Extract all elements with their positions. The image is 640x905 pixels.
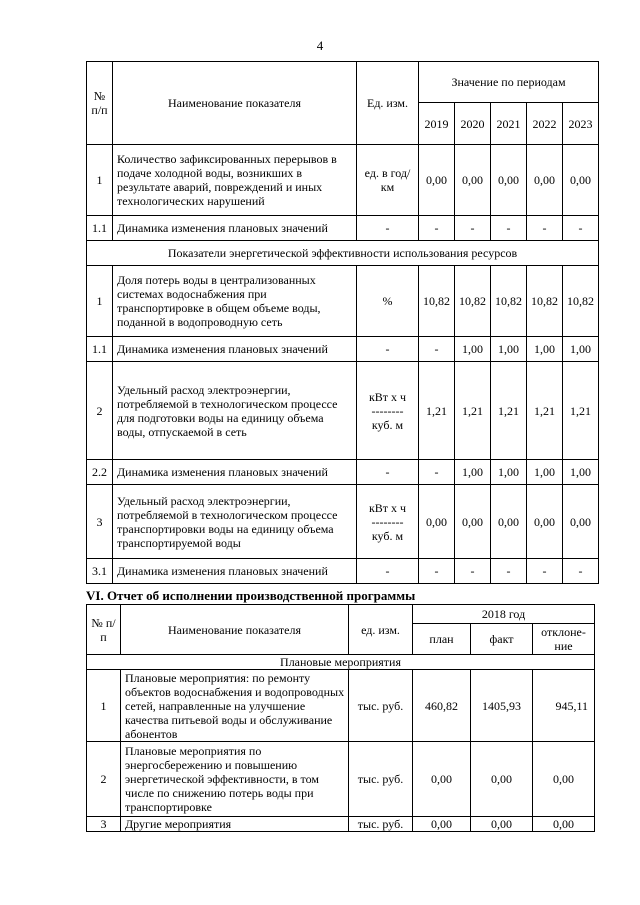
row-num: 3	[87, 817, 121, 832]
table-row	[87, 817, 595, 832]
table-row	[87, 337, 599, 362]
header-plan: план	[413, 624, 471, 655]
row-value: -	[419, 559, 455, 584]
header-unit: Ед. изм.	[357, 62, 419, 145]
row-value: -	[419, 337, 455, 362]
row-num: 1.1	[87, 216, 113, 241]
header-periods: Значение по периодам	[419, 62, 599, 103]
row-fact: 0,00	[471, 742, 533, 817]
row-value: 0,00	[563, 145, 599, 216]
row-unit	[357, 485, 419, 559]
header-year: 2019	[419, 103, 455, 145]
row-unit	[357, 362, 419, 460]
program-report-table	[86, 604, 595, 832]
row-value: 0,00	[491, 485, 527, 559]
row-value: 0,00	[491, 145, 527, 216]
header-name: Наименование показателя	[113, 62, 357, 145]
row-value: 1,00	[527, 460, 563, 485]
row-name: Удельный расход электроэнергии, потребляемой в технологическом процессе транспортировки воды на единицу объема транспортируемой воды	[113, 485, 357, 559]
row-value: -	[419, 460, 455, 485]
header-year: 2018 год	[413, 605, 595, 624]
row-value: 1,00	[491, 460, 527, 485]
row-unit: ед. в год/км	[357, 145, 419, 216]
row-num: 2.2	[87, 460, 113, 485]
unit-denominator: куб. м	[371, 417, 404, 432]
page-number: 4	[316, 38, 324, 53]
row-value: -	[419, 216, 455, 241]
row-name: Доля потерь воды в централизованных системах водоснабжения при транспортировке в общем объеме воды, поданной в водопроводную сеть	[113, 266, 357, 337]
header-year: 2020	[455, 103, 491, 145]
header-unit: ед. изм.	[349, 605, 413, 655]
row-value: 1,21	[419, 362, 455, 460]
table-row	[87, 559, 599, 584]
row-value: 0,00	[455, 145, 491, 216]
row-value: 0,00	[419, 485, 455, 559]
row-value: -	[491, 216, 527, 241]
row-value: 1,00	[527, 337, 563, 362]
row-plan: 0,00	[413, 742, 471, 817]
header-fact: факт	[471, 624, 533, 655]
row-name: Динамика изменения плановых значений	[113, 337, 357, 362]
row-value: -	[563, 216, 599, 241]
row-name: Другие мероприятия	[121, 817, 349, 832]
unit-denominator: куб. м	[371, 528, 404, 543]
row-value: 0,00	[527, 145, 563, 216]
row-name: Количество зафиксированных перерывов в подаче холодной воды, возникших в результате аварий, повреждений и иных технологических нарушений	[113, 145, 357, 216]
row-value: 10,82	[455, 266, 491, 337]
unit-numerator: кВт х ч	[368, 389, 407, 404]
row-value: 1,00	[563, 460, 599, 485]
table-row	[87, 460, 599, 485]
row-value: 10,82	[491, 266, 527, 337]
row-fact: 1405,93	[471, 670, 533, 742]
row-value: 0,00	[563, 485, 599, 559]
row-unit: %	[357, 266, 419, 337]
row-name: Динамика изменения плановых значений	[113, 460, 357, 485]
header-year: 2023	[563, 103, 599, 145]
header-year: 2021	[491, 103, 527, 145]
row-deviation: 945,11	[533, 670, 595, 742]
row-plan: 460,82	[413, 670, 471, 742]
row-unit: -	[357, 460, 419, 485]
table-row	[87, 216, 599, 241]
row-unit: -	[357, 559, 419, 584]
row-value: 10,82	[419, 266, 455, 337]
header-num: № п/п	[87, 62, 113, 145]
header-year: 2022	[527, 103, 563, 145]
row-name: Плановые мероприятия по энергосбережению и повышению энергетической эффективности, в том числе по снижению потерь воды при транспортировке	[121, 742, 349, 817]
row-value: 1,00	[455, 337, 491, 362]
row-unit: -	[357, 337, 419, 362]
row-name: Динамика изменения плановых значений	[113, 559, 357, 584]
header-deviation: отклоне-ние	[533, 624, 595, 655]
row-name: Плановые мероприятия: по ремонту объектов водоснабжения и водопроводных сетей, направленные на улучшение качества питьевой воды и обслуживание абонентов	[121, 670, 349, 742]
row-num: 1	[87, 670, 121, 742]
row-fact: 0,00	[471, 817, 533, 832]
row-unit: тыс. руб.	[349, 670, 413, 742]
row-value: 0,00	[419, 145, 455, 216]
row-value: -	[527, 559, 563, 584]
row-value: 1,21	[527, 362, 563, 460]
row-num: 2	[87, 742, 121, 817]
row-value: 10,82	[527, 266, 563, 337]
row-unit: тыс. руб.	[349, 817, 413, 832]
section-planned-measures: Плановые мероприятия	[87, 655, 595, 670]
table-row	[87, 362, 599, 460]
row-value: -	[491, 559, 527, 584]
row-deviation: 0,00	[533, 742, 595, 817]
row-value: 0,00	[455, 485, 491, 559]
row-value: 1,21	[491, 362, 527, 460]
row-value: 1,00	[563, 337, 599, 362]
header-num: № п/п	[87, 605, 121, 655]
row-deviation: 0,00	[533, 817, 595, 832]
table-row	[87, 485, 599, 559]
row-value: 1,21	[563, 362, 599, 460]
row-value: -	[563, 559, 599, 584]
row-num: 1	[87, 266, 113, 337]
unit-fraction-bar: --------	[371, 403, 404, 418]
section-energy-efficiency: Показатели энергетической эффективности использования ресурсов	[87, 241, 599, 266]
row-num: 3	[87, 485, 113, 559]
table-row	[87, 145, 599, 216]
unit-numerator: кВт х ч	[368, 500, 407, 515]
row-value: 1,21	[455, 362, 491, 460]
row-value: -	[527, 216, 563, 241]
table-row	[87, 742, 595, 817]
row-value: 10,82	[563, 266, 599, 337]
section-title: VI. Отчет об исполнении производственной программы	[86, 588, 416, 603]
row-value: 1,00	[491, 337, 527, 362]
row-num: 3.1	[87, 559, 113, 584]
row-unit: -	[357, 216, 419, 241]
table-row	[87, 670, 595, 742]
row-unit: тыс. руб.	[349, 742, 413, 817]
row-name: Удельный расход электроэнергии, потребляемой в технологическом процессе для подготовки воды на единицу объема воды, отпускаемой в сеть	[113, 362, 357, 460]
row-value: -	[455, 216, 491, 241]
row-value: 1,00	[455, 460, 491, 485]
row-plan: 0,00	[413, 817, 471, 832]
row-value: 0,00	[527, 485, 563, 559]
header-name: Наименование показателя	[121, 605, 349, 655]
unit-fraction-bar: --------	[371, 514, 404, 529]
indicators-table	[86, 61, 599, 584]
row-value: -	[455, 559, 491, 584]
row-num: 1	[87, 145, 113, 216]
table-row	[87, 266, 599, 337]
row-name: Динамика изменения плановых значений	[113, 216, 357, 241]
row-num: 1.1	[87, 337, 113, 362]
row-num: 2	[87, 362, 113, 460]
